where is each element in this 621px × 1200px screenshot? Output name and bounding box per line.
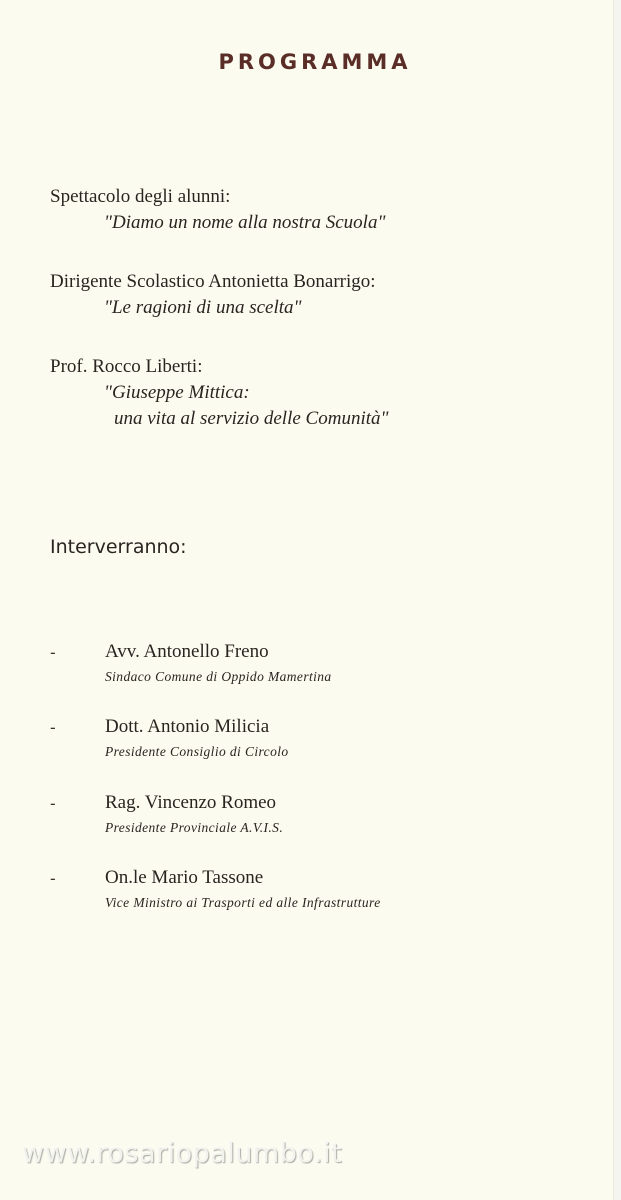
program-talk-title: "Diamo un nome alla nostra Scuola"	[104, 212, 386, 233]
guest-name: Avv. Antonello Freno	[105, 641, 269, 662]
list-dash: -	[50, 643, 56, 662]
guest-role: Presidente Consiglio di Circolo	[105, 744, 289, 759]
guest-role: Sindaco Comune di Oppido Mamertina	[105, 669, 332, 684]
program-speaker: Spettacolo degli alunni:	[50, 186, 231, 207]
program-talk-title: "Le ragioni di una scelta"	[104, 297, 302, 318]
list-dash: -	[50, 718, 56, 737]
program-item-dirigente	[50, 269, 590, 321]
guest-name: Dott. Antonio Milicia	[105, 716, 270, 737]
page-edge	[614, 0, 621, 1200]
program-talk-line: "Giuseppe Mittica:	[104, 382, 250, 403]
guest-name: Rag. Vincenzo Romeo	[105, 792, 277, 813]
site-watermark: www.rosariopalumbo.it	[22, 1138, 343, 1169]
guests-heading: Interverranno:	[50, 536, 187, 558]
program-item-students	[50, 184, 590, 236]
guest-role: Vice Ministro ai Trasporti ed alle Infrastrutture	[105, 895, 381, 910]
page-title: PROGRAMMA	[218, 50, 412, 74]
program-talk-line: una vita al servizio delle Comunità"	[114, 408, 389, 429]
list-dash: -	[50, 869, 56, 888]
program-speaker: Dirigente Scolastico Antonietta Bonarrigo:	[50, 271, 376, 292]
list-dash: -	[50, 794, 56, 813]
program-speaker: Prof. Rocco Liberti:	[50, 356, 203, 377]
program-item-liberti	[50, 354, 590, 432]
program-talk-title	[50, 380, 590, 432]
guest-role: Presidente Provinciale A.V.I.S.	[105, 820, 284, 835]
guest-name: On.le Mario Tassone	[105, 867, 264, 888]
